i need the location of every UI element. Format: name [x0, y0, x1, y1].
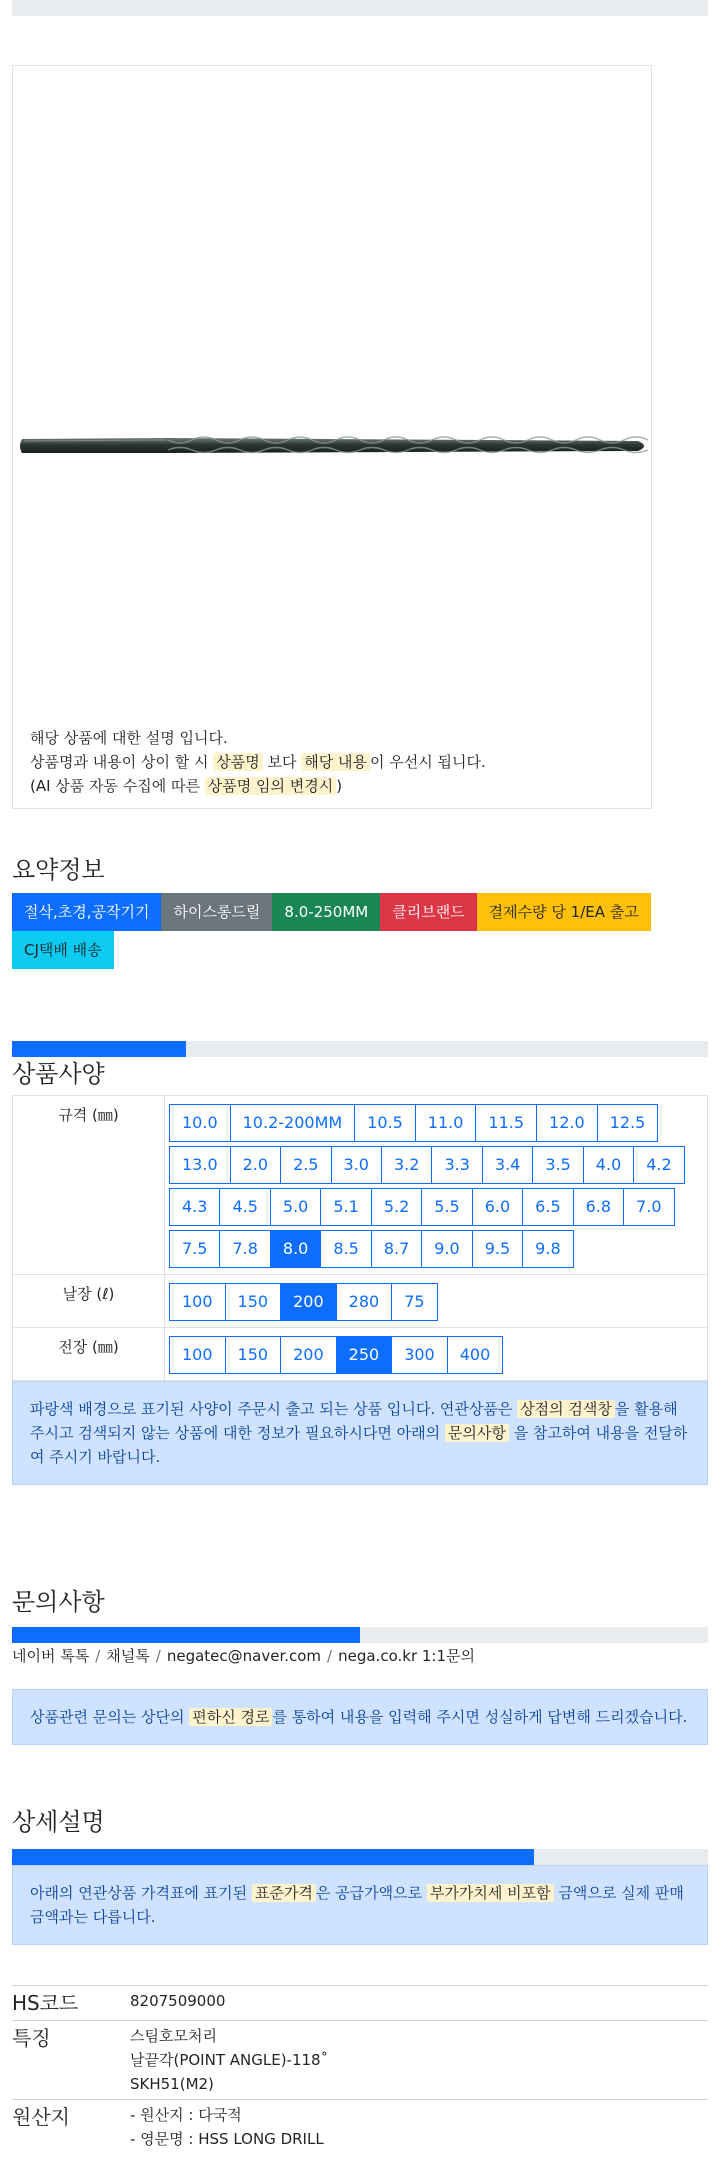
spec-option[interactable]: 9.0 — [421, 1230, 472, 1268]
feature-line: SKH51(M2) — [130, 2075, 214, 2093]
spec-option[interactable]: 5.0 — [270, 1188, 321, 1226]
spec-row-label: 날장 (ℓ) — [13, 1275, 165, 1328]
contact-line — [12, 1645, 708, 1667]
inquiry-title: 문의사항 — [12, 1588, 105, 1616]
detail-progress-fill — [12, 1849, 534, 1865]
inquiry-notice — [12, 1689, 708, 1745]
spec-option[interactable]: 150 — [225, 1336, 282, 1374]
spec-option[interactable]: 7.5 — [169, 1230, 220, 1268]
spec-option[interactable]: 11.0 — [415, 1104, 477, 1142]
spec-option[interactable]: 150 — [225, 1283, 282, 1321]
spec-option[interactable]: 12.5 — [597, 1104, 659, 1142]
spec-row — [13, 1096, 708, 1275]
origin-line: - 원산지 : 다국적 — [130, 2106, 242, 2124]
spec-option[interactable]: 3.4 — [482, 1146, 533, 1184]
spec-option[interactable]: 8.5 — [320, 1230, 371, 1268]
spec-option[interactable]: 5.5 — [421, 1188, 472, 1226]
origin-label: 원산지 — [12, 2100, 130, 2155]
spec-option[interactable]: 7.0 — [623, 1188, 674, 1226]
spec-option[interactable]: 11.5 — [475, 1104, 537, 1142]
spec-progress-fill — [12, 1041, 186, 1057]
spec-option[interactable]: 8.7 — [371, 1230, 422, 1268]
highlight-convenient-route: 편하신 경로 — [189, 1708, 272, 1726]
spec-row-label: 규격 (㎜) — [13, 1096, 165, 1275]
highlight-inquiry: 문의사항 — [445, 1424, 509, 1442]
spec-option[interactable]: 3.3 — [431, 1146, 482, 1184]
spec-progress-bar — [12, 1041, 708, 1057]
spec-notice — [12, 1381, 708, 1485]
spec-option[interactable]: 280 — [336, 1283, 393, 1321]
spec-row-label: 전장 (㎜) — [13, 1328, 165, 1381]
summary-badge: 절삭,초경,공작기기 — [12, 893, 161, 931]
contact-channel: 네이버 톡톡 — [12, 1647, 90, 1665]
summary-title: 요약정보 — [12, 856, 105, 884]
spec-option[interactable]: 400 — [447, 1336, 504, 1374]
spec-option-row — [169, 1336, 707, 1374]
spec-option[interactable]: 3.2 — [381, 1146, 432, 1184]
spec-option[interactable]: 5.2 — [371, 1188, 422, 1226]
hs-code-value: 8207509000 — [130, 1986, 708, 2021]
detail-notice — [12, 1865, 708, 1945]
hs-code-row — [12, 1986, 708, 2021]
spec-option[interactable]: 7.8 — [219, 1230, 270, 1268]
spec-option[interactable]: 10.5 — [354, 1104, 416, 1142]
note-text: ) — [336, 777, 343, 795]
spec-option[interactable]: 2.0 — [230, 1146, 281, 1184]
origin-line: - 영문명 : HSS LONG DRILL — [130, 2130, 324, 2148]
drill-image — [18, 426, 652, 466]
spec-option[interactable]: 10.0 — [169, 1104, 231, 1142]
product-image-note — [30, 726, 486, 798]
note-text: (AI 상품 자동 수집에 따른 — [30, 777, 205, 795]
spec-option[interactable]: 2.5 — [280, 1146, 331, 1184]
spec-option[interactable]: 3.5 — [532, 1146, 583, 1184]
feature-label: 특징 — [12, 2021, 130, 2100]
contact-separator: / — [155, 1647, 161, 1665]
spec-option[interactable]: 200 — [280, 1336, 337, 1374]
contact-channel: 채널톡 — [106, 1647, 150, 1665]
spec-option-selected[interactable]: 250 — [336, 1336, 393, 1374]
spec-option[interactable]: 4.2 — [633, 1146, 684, 1184]
note-text: 상품명과 내용이 상이 할 시 — [30, 753, 214, 771]
spec-option-row — [169, 1146, 707, 1184]
origin-row — [12, 2100, 708, 2155]
inquiry-progress-bar — [12, 1627, 708, 1643]
spec-option-row — [169, 1283, 707, 1321]
spec-title: 상품사양 — [12, 1060, 105, 1088]
spec-table — [12, 1095, 708, 1381]
notice-text: 상품관련 문의는 상단의 — [30, 1708, 190, 1726]
spec-option-row — [169, 1230, 707, 1268]
spec-options — [165, 1275, 708, 1328]
spec-option[interactable]: 300 — [391, 1336, 448, 1374]
spec-option[interactable]: 3.0 — [331, 1146, 382, 1184]
spec-option-row — [169, 1104, 707, 1142]
notice-text: 은 공급가액으로 — [315, 1884, 427, 1902]
spec-option[interactable]: 75 — [391, 1283, 437, 1321]
notice-text: 파랑색 배경으로 표기된 사양이 주문시 출고 되는 상품 입니다. 연관상품은 — [30, 1400, 518, 1418]
product-info-table — [12, 1985, 708, 2154]
summary-badges — [12, 893, 712, 969]
spec-option[interactable]: 4.5 — [219, 1188, 270, 1226]
spec-option[interactable]: 100 — [169, 1336, 226, 1374]
feature-row — [12, 2021, 708, 2100]
spec-option[interactable]: 5.1 — [320, 1188, 371, 1226]
spec-option[interactable]: 10.2-200MM — [230, 1104, 356, 1142]
spec-option-selected[interactable]: 8.0 — [270, 1230, 321, 1268]
notice-text: 금액으로 실제 판매금액과는 다릅니다. — [30, 1884, 684, 1926]
notice-text: 아래의 연관상품 가격표에 표기된 — [30, 1884, 252, 1902]
image-note-line-1: 해당 상품에 대한 설명 입니다. — [30, 729, 228, 747]
highlight-search-box: 상점의 검색창 — [517, 1400, 615, 1418]
feature-line: 날끝각(POINT ANGLE)-118˚ — [130, 2051, 329, 2069]
top-placeholder-bar — [12, 0, 708, 16]
highlight-product-name: 상품명 — [213, 753, 262, 771]
contact-separator: / — [327, 1647, 333, 1665]
highlight-vat-excluded: 부가가치세 비포함 — [427, 1884, 554, 1902]
spec-option[interactable]: 13.0 — [169, 1146, 231, 1184]
spec-options — [165, 1328, 708, 1381]
summary-badge: 결제수량 당 1/EA 출고 — [477, 893, 651, 931]
spec-row — [13, 1328, 708, 1381]
spec-row — [13, 1275, 708, 1328]
spec-option[interactable]: 4.3 — [169, 1188, 220, 1226]
spec-option-row — [169, 1188, 707, 1226]
notice-text: 을 참고하여 내용을 전달하여 주시기 바랍니다. — [30, 1424, 688, 1466]
spec-options — [165, 1096, 708, 1275]
detail-progress-bar — [12, 1849, 708, 1865]
product-image-card — [12, 65, 652, 809]
origin-value — [130, 2100, 708, 2155]
spec-option-selected[interactable]: 200 — [280, 1283, 337, 1321]
notice-text: 을 활용해 주시고 검색되지 않는 상품에 대한 정보가 필요하시다면 아래의 — [30, 1400, 678, 1442]
spec-option[interactable]: 9.5 — [472, 1230, 523, 1268]
summary-badge: 클리브랜드 — [380, 893, 476, 931]
feature-value — [130, 2021, 708, 2100]
image-note-line-2 — [30, 750, 486, 774]
summary-badge: CJ택배 배송 — [12, 931, 114, 969]
contact-channel: nega.co.kr 1:1문의 — [338, 1647, 475, 1665]
image-note-line-3 — [30, 774, 486, 798]
spec-option[interactable]: 6.0 — [472, 1188, 523, 1226]
summary-badge: 하이스롱드릴 — [161, 893, 272, 931]
note-text: 이 우선시 됩니다. — [369, 753, 486, 771]
inquiry-progress-fill — [12, 1627, 360, 1643]
spec-option[interactable]: 6.5 — [522, 1188, 573, 1226]
notice-text: 를 통하여 내용을 입력해 주시면 성실하게 답변해 드리겠습니다. — [272, 1708, 688, 1726]
spec-option[interactable]: 9.8 — [522, 1230, 573, 1268]
feature-line: 스팀호모처리 — [130, 2027, 217, 2045]
highlight-name-change: 상품명 임의 변경시 — [205, 777, 336, 795]
spec-option[interactable]: 6.8 — [573, 1188, 624, 1226]
contact-separator: / — [95, 1647, 101, 1665]
spec-option[interactable]: 100 — [169, 1283, 226, 1321]
highlight-standard-price: 표준가격 — [252, 1884, 316, 1902]
note-text: 보다 — [262, 753, 302, 771]
summary-badge: 8.0-250MM — [272, 893, 380, 931]
highlight-content: 해당 내용 — [301, 753, 370, 771]
contact-channel: negatec@naver.com — [166, 1647, 322, 1665]
spec-option[interactable]: 12.0 — [536, 1104, 598, 1142]
spec-option[interactable]: 4.0 — [583, 1146, 634, 1184]
detail-title: 상세설명 — [12, 1808, 105, 1836]
hs-code-label: HS코드 — [12, 1986, 130, 2021]
